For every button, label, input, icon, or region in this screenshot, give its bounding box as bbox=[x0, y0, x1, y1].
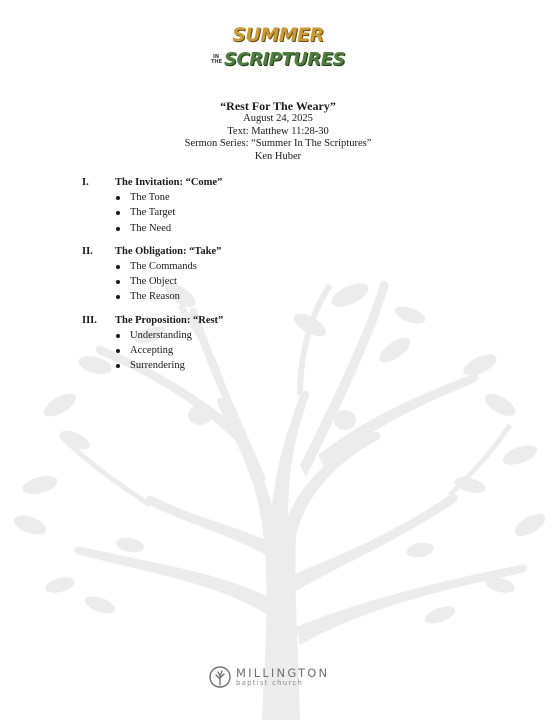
outline-section-2 bbox=[82, 245, 482, 305]
logo-line-scriptures: SCRIPTURES bbox=[224, 49, 345, 70]
list-item: Accepting bbox=[115, 343, 482, 358]
church-wordmark bbox=[236, 667, 329, 688]
sermon-speaker: Ken Huber bbox=[254, 150, 302, 162]
section-points bbox=[82, 328, 482, 374]
sermon-series: Sermon Series: “Summer In The Scriptures” bbox=[184, 138, 372, 149]
section-points bbox=[82, 190, 482, 236]
list-item: The Target bbox=[115, 205, 482, 220]
section-heading bbox=[82, 245, 482, 259]
sermon-text: Text: Matthew 11:28-30 bbox=[227, 125, 329, 137]
tree-circle-icon bbox=[209, 666, 231, 688]
sermon-title: “Rest For The Weary” bbox=[220, 99, 336, 113]
list-item: The Need bbox=[115, 221, 482, 236]
logo-small-text bbox=[211, 55, 221, 65]
list-item: Surrendering bbox=[115, 358, 482, 373]
sermon-header bbox=[0, 99, 556, 163]
church-name: MILLINGTON bbox=[236, 665, 330, 680]
section-numeral: III. bbox=[82, 314, 97, 326]
section-title: The Obligation: “Take” bbox=[115, 245, 222, 257]
list-item: The Tone bbox=[115, 190, 482, 205]
list-item: Understanding bbox=[115, 328, 482, 343]
logo-row bbox=[211, 51, 345, 69]
section-numeral: I. bbox=[82, 177, 89, 188]
section-title: The Proposition: “Rest” bbox=[115, 314, 224, 326]
logo-small-in: IN bbox=[212, 54, 220, 60]
outline-section-3 bbox=[82, 314, 482, 374]
logo-line-summer: SUMMER bbox=[232, 24, 324, 46]
summer-in-the-scriptures-logo bbox=[0, 26, 556, 69]
section-numeral: II. bbox=[82, 245, 93, 257]
section-points bbox=[82, 259, 482, 305]
section-title: The Invitation: “Come” bbox=[115, 177, 223, 188]
logo-small-the: THE bbox=[211, 59, 223, 65]
list-item: The Commands bbox=[115, 259, 482, 274]
section-heading bbox=[82, 176, 482, 190]
millington-baptist-logo bbox=[209, 666, 329, 688]
sermon-date: August 24, 2025 bbox=[243, 113, 313, 124]
section-heading bbox=[82, 314, 482, 328]
church-subtitle: baptist church bbox=[236, 678, 304, 687]
sermon-outline bbox=[82, 176, 482, 383]
list-item: The Object bbox=[115, 274, 482, 289]
list-item: The Reason bbox=[115, 289, 482, 304]
outline-section-1 bbox=[82, 176, 482, 236]
